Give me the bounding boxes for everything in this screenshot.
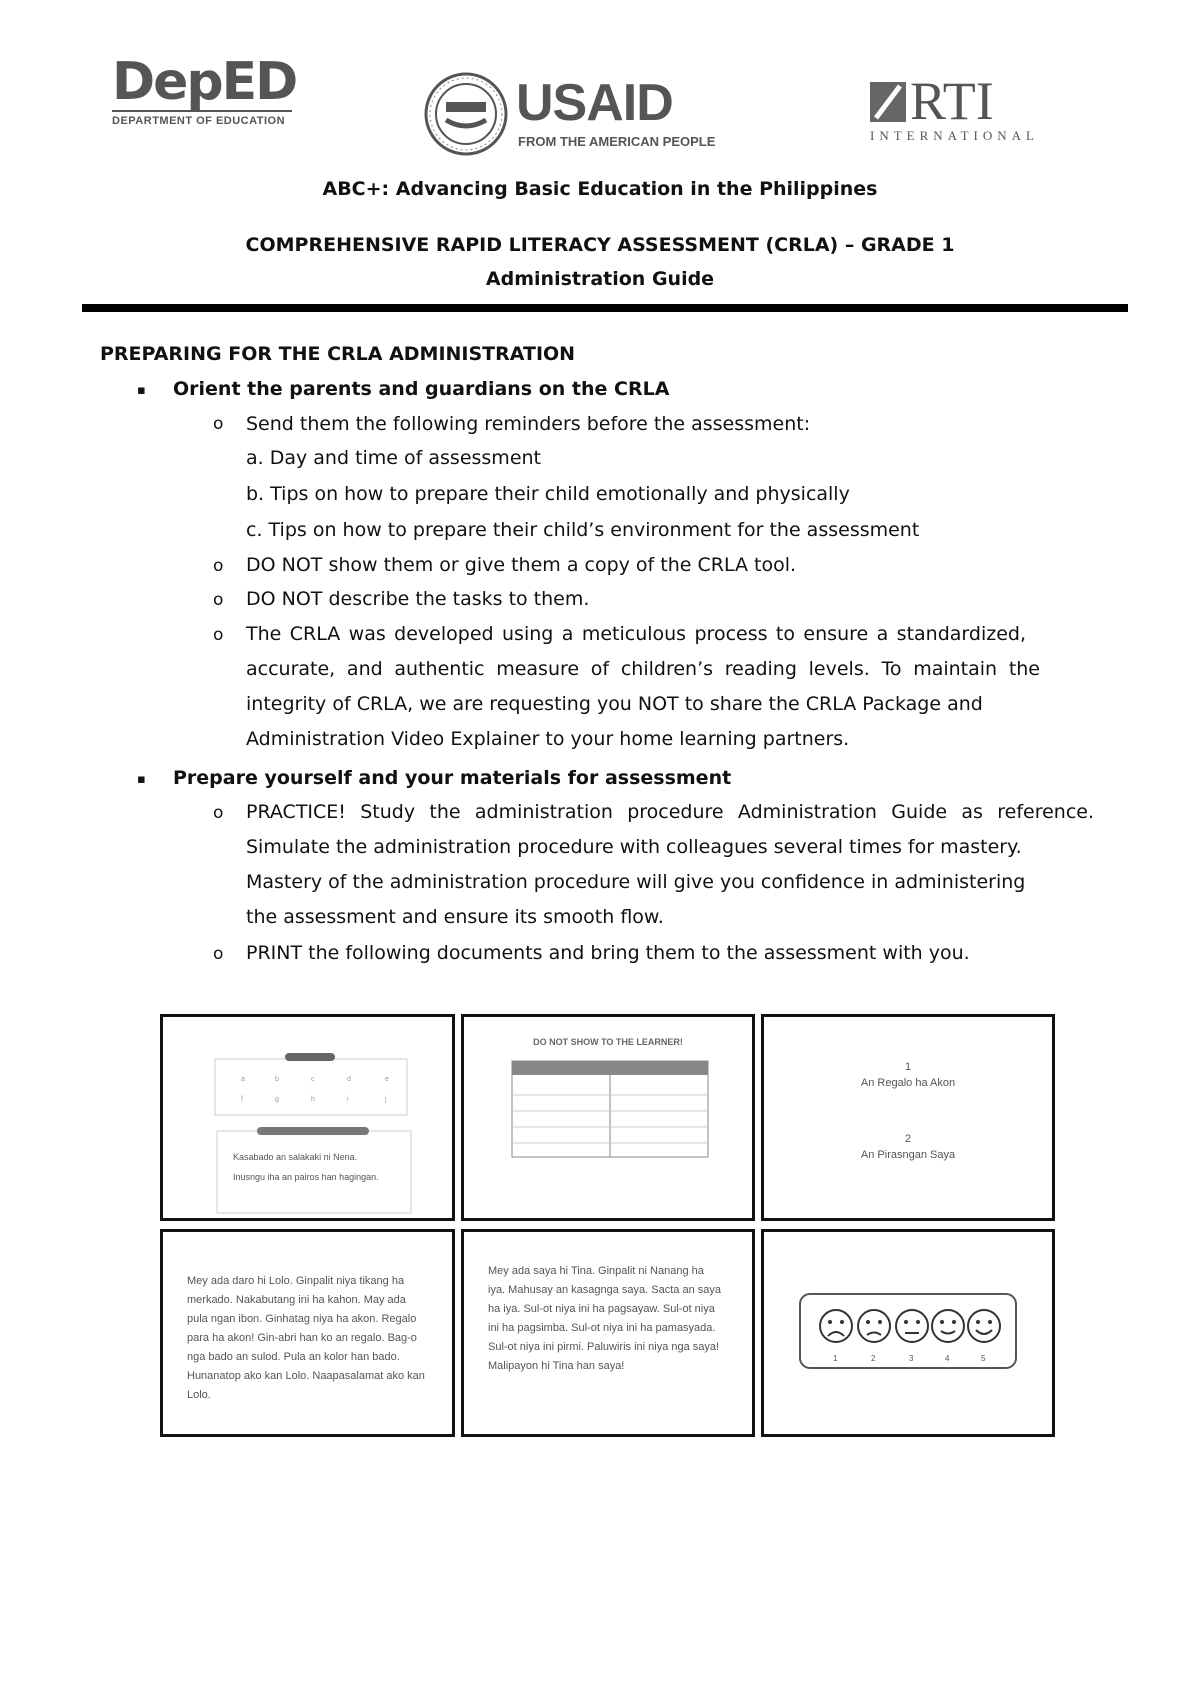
- bullet-heading-prepare: Prepare yourself and your materials for assessment: [173, 767, 732, 789]
- do-not-show-heading: DO NOT SHOW TO THE LEARNER!: [533, 1037, 683, 1047]
- sample-sentence: Inusngu iha an pairos han hagingan.: [233, 1172, 379, 1182]
- thumbnail-story-1: [160, 1229, 455, 1437]
- list-item: c. Tips on how to prepare their child’s environment for the assessment: [246, 519, 920, 541]
- usaid-wordmark: USAID: [516, 74, 673, 132]
- list-item: PRINT the following documents and bring them to the assessment with you.: [246, 942, 970, 964]
- square-bullet-icon: ▪: [137, 772, 146, 787]
- rti-logo: [870, 71, 1040, 144]
- story-line: pula ngan ibon. Ginhatag niya ha akon. Regalo: [187, 1313, 417, 1325]
- list-item: Mastery of the administration procedure will give you confidence in administering: [246, 871, 1026, 893]
- rti-wordmark: RTI: [910, 71, 994, 131]
- circle-bullet-icon: o: [213, 590, 224, 610]
- story-line: merkado. Nakabutang ini ha kahon. May ada: [187, 1294, 406, 1306]
- list-item: Administration Video Explainer to your home learning partners.: [246, 728, 850, 750]
- story-line: Malipayon hi Tina han saya!: [488, 1360, 625, 1372]
- thumbnail-story-titles: [761, 1014, 1055, 1221]
- usaid-logo: [424, 72, 724, 162]
- svg-text:b: b: [275, 1076, 279, 1083]
- circle-bullet-icon: o: [213, 556, 224, 576]
- rti-mark-icon: [870, 78, 910, 124]
- circle-bullet-icon: o: [213, 414, 224, 434]
- letter-sheet-figure: [163, 1017, 452, 1218]
- deped-logo: [112, 54, 312, 127]
- story-number: 1: [904, 1061, 912, 1073]
- score-table-figure: [464, 1017, 752, 1217]
- scale-number: 1: [833, 1354, 838, 1363]
- story-text: [488, 1262, 721, 1376]
- story-line: nga bado an sulod. Pula an kolor han bado.: [187, 1351, 400, 1363]
- svg-text:i: i: [347, 1096, 349, 1103]
- usaid-seal-icon: [424, 72, 508, 156]
- story-title: An Pirasngan Saya: [860, 1149, 956, 1161]
- svg-text:j: j: [385, 1096, 387, 1103]
- list-item: DO NOT show them or give them a copy of the CRLA tool.: [246, 554, 797, 576]
- thumbnail-emotion-scale: [761, 1229, 1055, 1437]
- list-item: b. Tips on how to prepare their child emotionally and physically: [246, 483, 850, 505]
- rti-subtitle: INTERNATIONAL: [870, 128, 1039, 143]
- story-line: Sul-ot niya ini pirmi. Paluwiris ini niya nga saya!: [488, 1341, 720, 1353]
- document-title: COMPREHENSIVE RAPID LITERACY ASSESSMENT (CRLA) – GRADE 1: [245, 234, 955, 256]
- list-item: Send them the following reminders before the assessment:: [246, 413, 811, 435]
- scale-number: 2: [871, 1354, 876, 1363]
- deped-wordmark: DepED: [112, 52, 297, 112]
- deped-subtitle: DEPARTMENT OF EDUCATION: [112, 110, 292, 127]
- svg-text:a: a: [241, 1076, 245, 1083]
- list-item: The CRLA was developed using a meticulous process to ensure a standardized,: [246, 623, 1026, 645]
- scale-number: 3: [909, 1354, 914, 1363]
- scale-number: 5: [981, 1354, 986, 1363]
- svg-text:c: c: [311, 1076, 315, 1083]
- header-rule: [82, 304, 1128, 312]
- emotion-scale-figure: [764, 1232, 1052, 1434]
- svg-text:f: f: [241, 1096, 243, 1103]
- thumbnail-score-table: [461, 1014, 755, 1221]
- usaid-subtitle: FROM THE AMERICAN PEOPLE: [518, 134, 716, 149]
- section-title: PREPARING FOR THE CRLA ADMINISTRATION: [100, 343, 576, 365]
- story-line: Mey ada daro hi Lolo. Ginpalit niya tikang ha: [187, 1275, 405, 1287]
- story-line: para ha akon! Gin-abri han ko an regalo. Bag-o: [187, 1332, 417, 1344]
- svg-text:g: g: [275, 1096, 279, 1103]
- circle-bullet-icon: o: [213, 803, 224, 823]
- svg-text:d: d: [347, 1076, 351, 1083]
- thumbnail-letter-sheet: [160, 1014, 455, 1221]
- story-line: ha iya. Sul-ot niya ini ha pagsayaw. Sul-ot niya: [488, 1303, 715, 1315]
- circle-bullet-icon: o: [213, 625, 224, 645]
- circle-bullet-icon: o: [213, 944, 224, 964]
- program-title: ABC+: Advancing Basic Education in the Philippines: [322, 178, 878, 200]
- list-item: integrity of CRLA, we are requesting you NOT to share the CRLA Package and: [246, 693, 983, 715]
- scale-number: 4: [945, 1354, 950, 1363]
- story-number: 2: [904, 1133, 912, 1145]
- list-item: PRACTICE! Study the administration procedure Administration Guide as reference.: [246, 801, 1094, 823]
- story-text: [187, 1272, 425, 1405]
- svg-text:h: h: [311, 1096, 315, 1103]
- story-title: An Regalo ha Akon: [860, 1077, 956, 1089]
- list-item: a. Day and time of assessment: [246, 447, 542, 469]
- square-bullet-icon: ▪: [137, 383, 146, 398]
- story-line: ini ha pagsimba. Sul-ot niya ini ha pamasyada.: [488, 1322, 716, 1334]
- story-line: iya. Mahusay an kasagnga saya. Sacta an saya: [488, 1284, 721, 1296]
- list-item: accurate, and authentic measure of children’s reading levels. To maintain the: [246, 658, 1040, 680]
- scale-numbers: [764, 1354, 1052, 1366]
- list-item: Simulate the administration procedure with colleagues several times for mastery.: [246, 836, 1022, 858]
- story-line: Hunanatop ako kan Lolo. Naapasalamat ako kan: [187, 1370, 425, 1382]
- list-item: the assessment and ensure its smooth flow.: [246, 906, 664, 928]
- logo-bar: [0, 50, 1200, 170]
- story-line: Mey ada saya hi Tina. Ginpalit ni Nanang ha: [488, 1265, 704, 1277]
- sample-sentence: Kasabado an salakaki ni Nena.: [233, 1152, 358, 1162]
- svg-text:e: e: [385, 1076, 389, 1083]
- bullet-heading-orient: Orient the parents and guardians on the CRLA: [173, 378, 670, 400]
- document-subtitle: Administration Guide: [485, 268, 715, 290]
- thumbnail-story-2: [461, 1229, 755, 1437]
- story-line: Lolo.: [187, 1389, 211, 1401]
- list-item: DO NOT describe the tasks to them.: [246, 588, 590, 610]
